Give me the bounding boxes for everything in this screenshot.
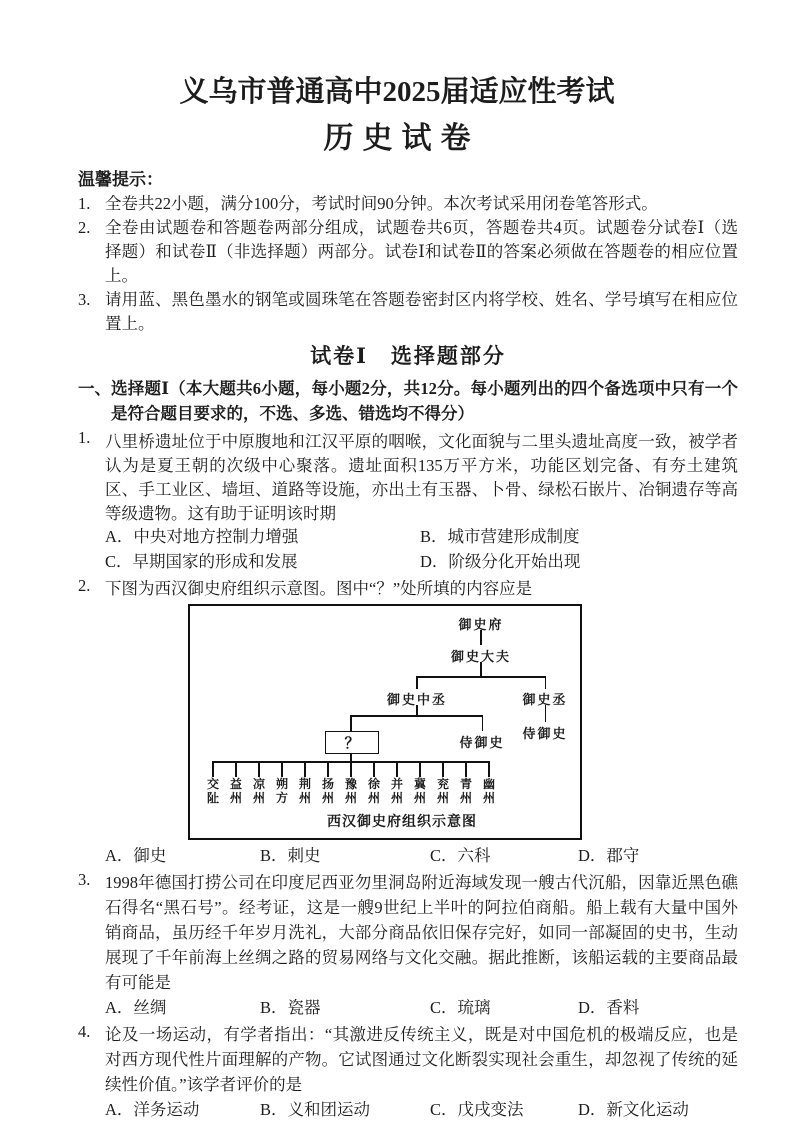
notice-item-number: 3. (78, 290, 91, 309)
question-stem: 1998年德国打捞公司在印度尼西亚勿里洞岛附近海域发现一艘古代沉船，因靠近黑色礁石得名“黑石号”。经考证，这是一艘9世纪上半叶的阿拉伯商船。船上载有大量中国外销商品，虽历经千年岁月洗礼，大部分商品依旧保存完好，如同一部凝固的史书，生动展现了千年前海上丝绸之路的贸易网络与文化交融。据此推断，该船运载的主要商品最有可能是 (105, 873, 738, 992)
option-d: D．新文化运动 (578, 1100, 689, 1119)
region-label: 扬州 (321, 777, 334, 805)
instructions-text: 选择题Ⅰ（本大题共6小题，每小题2分，共12分。每小题列出的四个备选项中只有一个是符合题目要求的，不选、多选、错选均不得分） (111, 379, 738, 423)
region-label: 冀州 (413, 777, 426, 805)
notice-item (78, 288, 738, 336)
connector-line (545, 676, 547, 689)
question-3 (78, 870, 738, 1020)
region-label: 荆州 (298, 777, 311, 805)
option-c: C．琉璃 (430, 998, 491, 1017)
options-grid (105, 843, 738, 868)
region-label: 朔方 (275, 777, 288, 805)
exam-subject-title: 历史试卷 (323, 122, 480, 155)
region-label: 兖州 (436, 777, 449, 805)
connector-line (350, 761, 352, 777)
question-number: 2. (78, 576, 91, 595)
option-a: A．中央对地方控制力增强 (105, 527, 299, 546)
notice-item (78, 216, 738, 288)
connector-line (482, 715, 484, 731)
option-a: A．御史 (105, 846, 167, 865)
region-label: 徐州 (367, 777, 380, 805)
connector-line (258, 761, 260, 777)
connector-line (350, 715, 352, 731)
connector-line (465, 761, 467, 777)
question-stem: 八里桥遗址位于中原腹地和江汉平原的咽喉，文化面貌与二里头遗址高度一致，被学者认为是夏王朝的次级中心聚落。遗址面积135万平方米，功能区划完备、有夯土建筑区、手工业区、墙垣、道路等设施，亦出土有玉器、卜骨、绿松石嵌片、冶铜遗存等高等级遗物。这有助于证明该时期 (105, 432, 738, 523)
option-d: D．郡守 (578, 846, 640, 865)
options-grid (105, 524, 738, 574)
connector-line (304, 761, 306, 777)
connector-line (442, 761, 444, 777)
connector-line (281, 761, 283, 777)
question-2-row (78, 576, 738, 868)
org-chart-figure (188, 604, 582, 840)
option-c: C．戊戌变法 (430, 1100, 524, 1119)
notice-item-text: 请用蓝、黑色墨水的钢笔或圆珠笔在答题卷密封区内将学校、姓名、学号填写在相应位置上。 (105, 290, 738, 333)
connector-line (327, 761, 329, 777)
notice-item-text: 全卷由试题卷和答题卷两部分组成，试题卷共6页，答题卷共4页。试题卷分试卷Ⅰ（选择题）和试卷Ⅱ（非选择题）两部分。试卷Ⅰ和试卷Ⅱ的答案必须做在答题卷的相应位置上。 (105, 218, 738, 285)
option-b: B．刺史 (260, 846, 321, 865)
org-node-yushicheng: 御史丞 (522, 692, 568, 707)
region-label: 幽州 (482, 777, 495, 805)
region-label: 益州 (229, 777, 242, 805)
option-b: B．城市营建形成制度 (420, 527, 580, 546)
notice-item (78, 192, 738, 216)
notice-section (78, 168, 738, 336)
connector-line (416, 676, 418, 689)
connector-line (235, 761, 237, 777)
option-a: A．丝绸 (105, 998, 167, 1017)
option-c: C．早期国家的形成和发展 (105, 552, 298, 571)
options-grid (105, 1097, 738, 1122)
connector-line (396, 761, 398, 777)
unknown-placeholder-box: ？ (325, 731, 379, 754)
region-label: 并州 (390, 777, 403, 805)
question-1-options-row (78, 524, 738, 574)
question-1 (78, 428, 738, 574)
region-label: 交阯 (206, 777, 219, 805)
title-block (0, 0, 794, 158)
question-4 (78, 1022, 738, 1122)
option-c: C．六科 (430, 846, 491, 865)
question-number: 4. (78, 1022, 91, 1041)
org-node-yushidafu: 御史大夫 (450, 649, 512, 664)
org-node-yushifu: 御史府 (458, 617, 504, 632)
question-number: 1. (78, 428, 91, 447)
org-node-yushizhongcheng: 御史中丞 (386, 692, 448, 707)
question-stem: 下图为西汉御史府组织示意图。图中“？”处所填的内容应是 (105, 579, 533, 598)
connector-line (350, 715, 482, 717)
region-label: 凉州 (252, 777, 265, 805)
question-2 (78, 576, 738, 868)
connector-line (373, 761, 375, 777)
option-a: A．洋务运动 (105, 1100, 200, 1119)
option-d: D．香料 (578, 998, 640, 1017)
exam-title: 义乌市普通高中2025届适应性考试 (179, 76, 615, 108)
question-1-row (78, 428, 738, 524)
question-4-row (78, 1022, 738, 1122)
instructions-number: 一、 (78, 379, 111, 398)
region-label: 豫州 (344, 777, 357, 805)
page-content (0, 158, 794, 1122)
org-node-shiyushi-mid: 侍御史 (459, 735, 505, 750)
notice-item-number: 1. (78, 194, 91, 213)
connector-line (416, 676, 546, 678)
connector-line (212, 761, 214, 777)
option-d: D．阶级分化开始出现 (420, 552, 581, 571)
connector-line (419, 761, 421, 777)
question-number: 3. (78, 870, 91, 889)
option-b: B．义和团运动 (260, 1100, 371, 1119)
section-heading: 试卷Ⅰ 选择题部分 (310, 344, 506, 368)
org-node-shiyushi-right: 侍御史 (522, 726, 568, 741)
notice-item-text: 全卷共22小题，满分100分，考试时间90分钟。本次考试采用闭卷笔答形式。 (105, 194, 658, 213)
question-3-row (78, 870, 738, 1020)
part1-instructions (78, 376, 738, 426)
connector-line (488, 761, 490, 777)
region-label: 青州 (459, 777, 472, 805)
notice-heading: 温馨提示： (78, 170, 163, 189)
question-stem: 论及一场运动，有学者指出：“其激进反传统主义，既是对中国危机的极端反应，也是对西方现代性片面理解的产物。它试图通过文化断裂实现社会重生，却忽视了传统的延续性价值。”该学者评价的是 (105, 1025, 738, 1094)
options-grid (105, 995, 738, 1020)
notice-item-number: 2. (78, 218, 91, 237)
chart-caption: 西汉御史府组织示意图 (327, 815, 477, 830)
option-b: B．瓷器 (260, 998, 321, 1017)
